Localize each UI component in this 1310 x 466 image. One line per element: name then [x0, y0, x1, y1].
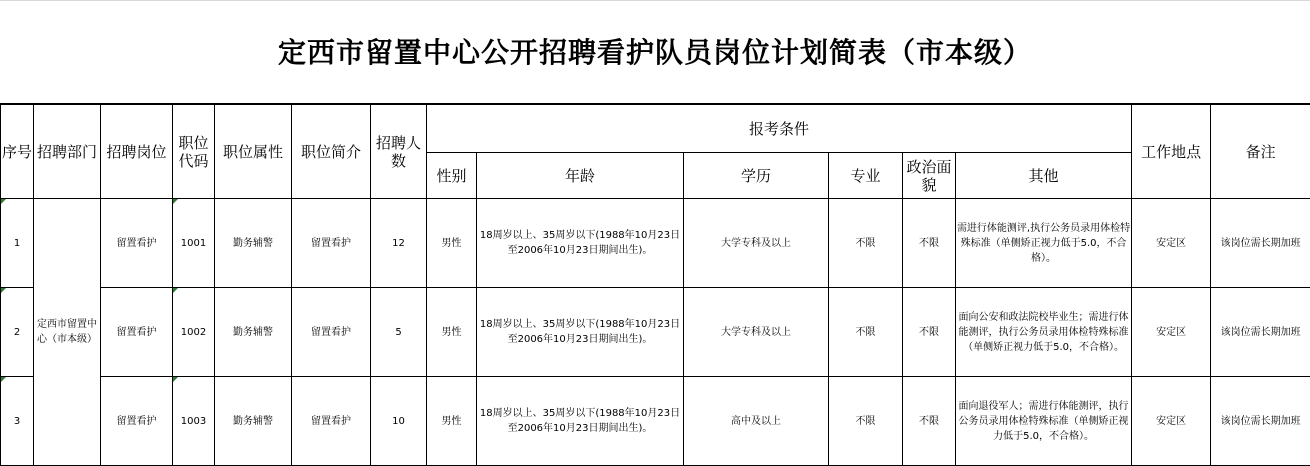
cell-post: 留置看护	[101, 288, 173, 377]
cell-gender: 男性	[427, 288, 477, 377]
cell-remark: 该岗位需长期加班	[1211, 377, 1310, 466]
cell-post: 留置看护	[101, 199, 173, 288]
cell-edu: 大学专科及以上	[684, 199, 829, 288]
cell-edu: 高中及以上	[684, 377, 829, 466]
cell-intro: 留置看护	[292, 288, 371, 377]
header-other: 其他	[956, 153, 1132, 199]
cell-major: 不限	[829, 288, 903, 377]
header-post: 招聘岗位	[101, 105, 173, 199]
cell-count: 5	[371, 288, 427, 377]
header-intro: 职位简介	[292, 105, 371, 199]
header-attr: 职位属性	[215, 105, 292, 199]
header-row-1	[1, 105, 1310, 153]
header-remark: 备注	[1211, 105, 1310, 199]
header-politics: 政治面貌	[903, 153, 956, 199]
cell-code: 1003	[173, 377, 215, 466]
table-row	[1, 199, 1310, 288]
table-row	[1, 288, 1310, 377]
cell-major: 不限	[829, 199, 903, 288]
cell-edu: 大学专科及以上	[684, 288, 829, 377]
cell-seq: 3	[1, 377, 34, 466]
cell-location: 安定区	[1132, 199, 1211, 288]
cell-major: 不限	[829, 377, 903, 466]
recruitment-table	[0, 104, 1310, 466]
cell-remark: 该岗位需长期加班	[1211, 199, 1310, 288]
page-title: 定西市留置中心公开招聘看护队员岗位计划简表（市本级）	[0, 31, 1310, 71]
header-gender: 性别	[427, 153, 477, 199]
header-conditions: 报考条件	[427, 105, 1132, 153]
cell-other: 需进行体能测评,执行公务员录用体检特殊标准（单侧矫正视力低于5.0，不合格）。	[956, 199, 1132, 288]
header-edu: 学历	[684, 153, 829, 199]
header-seq: 序号	[1, 105, 34, 199]
cell-attr: 勤务辅警	[215, 199, 292, 288]
header-code: 职位代码	[173, 105, 215, 199]
cell-dept: 定西市留置中心（市本级）	[34, 199, 101, 466]
cell-intro: 留置看护	[292, 377, 371, 466]
cell-seq: 2	[1, 288, 34, 377]
table-row	[1, 377, 1310, 466]
cell-code: 1002	[173, 288, 215, 377]
cell-attr: 勤务辅警	[215, 288, 292, 377]
cell-count: 10	[371, 377, 427, 466]
cell-other: 面向公安和政法院校毕业生；需进行体能测评，执行公务员录用体检特殊标准（单侧矫正视力低于5.0，不合格）。	[956, 288, 1132, 377]
cell-seq: 1	[1, 199, 34, 288]
cell-politics: 不限	[903, 199, 956, 288]
cell-intro: 留置看护	[292, 199, 371, 288]
header-location: 工作地点	[1132, 105, 1211, 199]
header-age: 年龄	[477, 153, 684, 199]
cell-attr: 勤务辅警	[215, 377, 292, 466]
cell-politics: 不限	[903, 377, 956, 466]
cell-location: 安定区	[1132, 377, 1211, 466]
cell-age: 18周岁以上、35周岁以下(1988年10月23日至2006年10月23日期间出生)。	[477, 377, 684, 466]
title-band	[0, 0, 1310, 104]
cell-other: 面向退役军人；需进行体能测评，执行公务员录用体检特殊标准（单侧矫正视力低于5.0，不合格）。	[956, 377, 1132, 466]
cell-gender: 男性	[427, 199, 477, 288]
cell-location: 安定区	[1132, 288, 1211, 377]
cell-politics: 不限	[903, 288, 956, 377]
cell-remark: 该岗位需长期加班	[1211, 288, 1310, 377]
header-major: 专业	[829, 153, 903, 199]
cell-age: 18周岁以上、35周岁以下(1988年10月23日至2006年10月23日期间出生)。	[477, 288, 684, 377]
header-count: 招聘人数	[371, 105, 427, 199]
cell-code: 1001	[173, 199, 215, 288]
header-dept: 招聘部门	[34, 105, 101, 199]
cell-post: 留置看护	[101, 377, 173, 466]
cell-gender: 男性	[427, 377, 477, 466]
cell-count: 12	[371, 199, 427, 288]
cell-age: 18周岁以上、35周岁以下(1988年10月23日至2006年10月23日期间出生)。	[477, 199, 684, 288]
